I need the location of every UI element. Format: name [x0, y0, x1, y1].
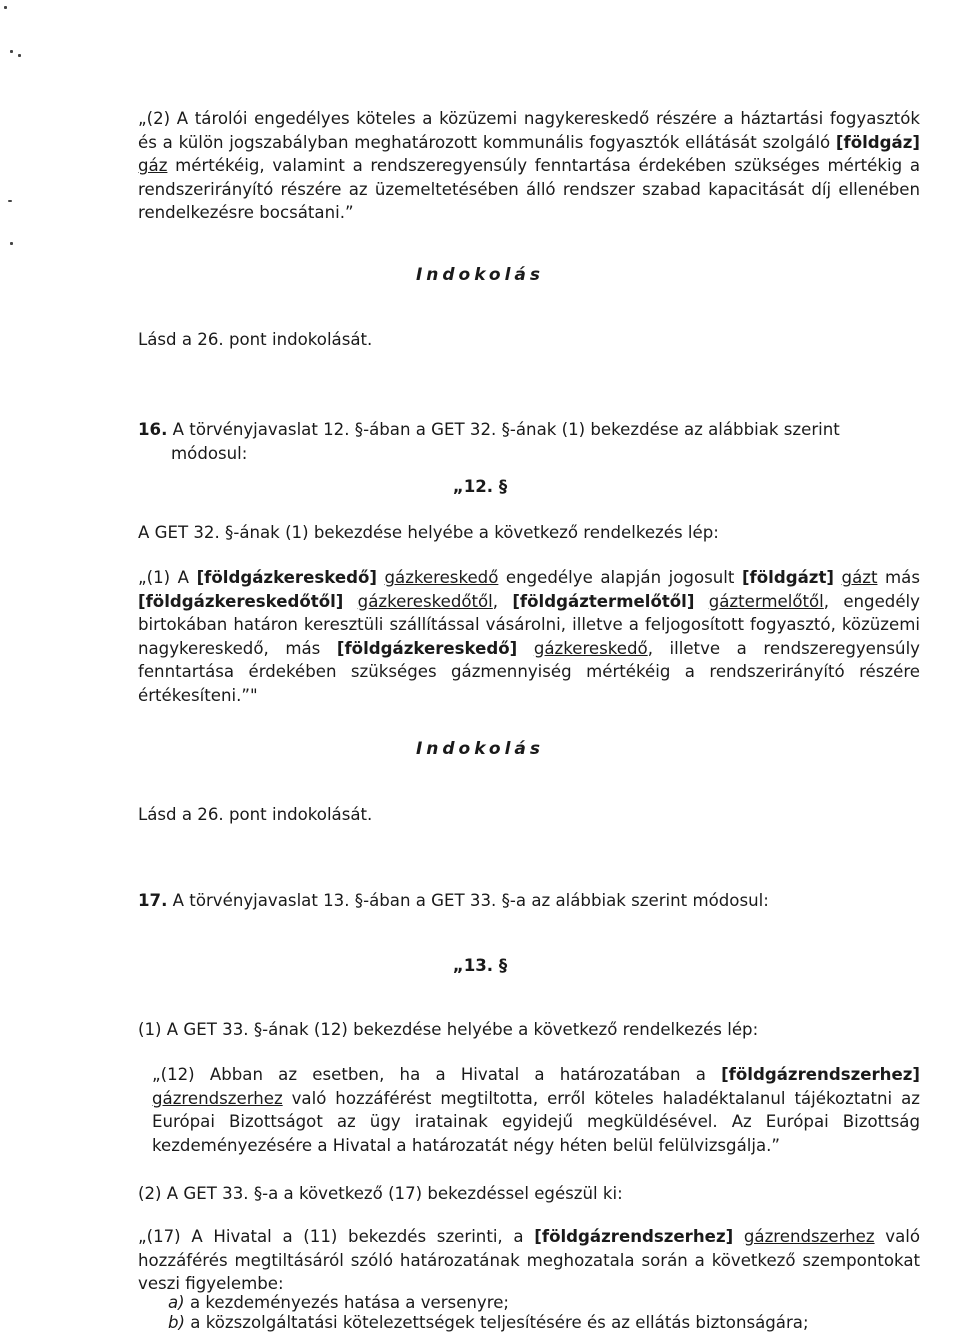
scan-speck: [18, 54, 21, 57]
inserted-term: gázrendszerhez: [743, 1227, 875, 1246]
scan-speck: [8, 200, 12, 202]
section-number-13: „13. §: [452, 956, 508, 975]
deleted-term: [földgázkereskedő]: [336, 638, 518, 658]
inserted-term: gázkereskedőtől: [357, 591, 493, 611]
text: „(2) A tárolói engedélyes köteles a közüzemi nagykereskedő részére a háztartási fogyasztók és a külön jogszabályban meghatározott kommunális fogyasztók ellátását szolgáló: [138, 109, 920, 152]
list-text: a közszolgáltatási kötelezettségek teljesítésére és az ellátás biztonságára;: [190, 1313, 809, 1332]
list-label: b): [168, 1313, 186, 1332]
item-number: 16.: [138, 420, 168, 439]
section-heading-indokolas: Indokolás: [415, 739, 545, 759]
paragraph-17: „(17) A Hivatal a (11) bekezdés szerinti, a [földgázrendszerhez] gázrendszerhez való hozzáférés megtiltásáról szóló határozatának meghozatala során a következő szempontokat veszi figyelembe:: [138, 1227, 921, 1293]
item-text-continuation: módosul:: [171, 443, 248, 463]
inserted-term: gáztermelőtől: [708, 591, 824, 611]
deleted-term: [földgáz]: [835, 132, 920, 152]
deleted-term: [földgázrendszerhez]: [721, 1065, 920, 1084]
item-16: [138, 418, 928, 465]
inserted-term: gázt: [841, 568, 878, 587]
inserted-term: gázrendszerhez: [152, 1088, 283, 1108]
paragraph-1: „(1) A [földgázkereskedő] gázkereskedő engedélye alapján jogosult [földgázt] gázt más [földgázkereskedőtől] gázkereskedőtől, [földgáztermelőtől] gáztermelőtől, engedély birtokában határon keresztüli szállítással vásárolni, illetve a feljogosított fogyasztó, közüzemi nagykereskedő, más [földgázkereskedő] gázkereskedő, illetve a rendszeregyensúly fenntartása érdekében szükséges gázmennyiség mértékéig a rendszerirányító részére értékesíteni.”": [138, 568, 921, 705]
inserted-term: gázkereskedő: [533, 638, 648, 658]
deleted-term: [földgáztermelőtől]: [512, 591, 695, 611]
scan-speck: [10, 50, 13, 53]
reference-text: Lásd a 26. pont indokolását.: [138, 330, 373, 349]
scan-speck: [10, 242, 13, 245]
section-heading-indokolas: Indokolás: [415, 265, 545, 285]
paragraph-12: „(12) Abban az esetben, ha a Hivatal a határozatában a [földgázrendszerhez] gázrendszerhez való hozzáférést megtiltotta, erről köteles haladéktalanul tájékoztatni az Európai Bizottságot az ügy iratainak egyidejű megküldésével. Az Európai Bizottság kezdeményezésére a Hivatal a határozatát négy héten belül felülvizsgálja.”: [152, 1065, 920, 1155]
scan-speck: [4, 6, 7, 9]
amendment-intro: (1) A GET 33. §-ának (12) bekezdése helyébe a következő rendelkezés lép:: [138, 1020, 759, 1039]
inserted-term: gáz: [138, 156, 168, 175]
amendment-intro: A GET 32. §-ának (1) bekezdése helyébe a következő rendelkezés lép:: [138, 523, 719, 542]
reference-text: Lásd a 26. pont indokolását.: [138, 805, 373, 824]
text: mértékéig, valamint a rendszeregyensúly fenntartása érdekében szükséges mértékig a rendszerirányító részére az üzemeltetésében álló rendszer szabad kapacitását díj ellenében rendelkezésre bocsátani.”: [138, 156, 920, 222]
list-item: [168, 1311, 809, 1335]
item-number: 17.: [138, 891, 168, 910]
deleted-term: [földgázt]: [741, 568, 834, 587]
list-text: a kezdeményezés hatása a versenyre;: [189, 1293, 510, 1312]
item-text: A törvényjavaslat 13. §-ában a GET 33. §-a az alábbiak szerint módosul:: [167, 891, 769, 910]
deleted-term: [földgázkereskedőtől]: [138, 591, 344, 611]
section-number-12: „12. §: [452, 477, 508, 496]
deleted-term: [földgázkereskedő]: [196, 568, 377, 587]
item-text: A törvényjavaslat 12. §-ában a GET 32. §-ának (1) bekezdése az alábbiak szerint: [167, 420, 840, 439]
deleted-term: [földgázrendszerhez]: [534, 1227, 734, 1246]
list-label: a): [168, 1293, 185, 1312]
amendment-intro: (2) A GET 33. §-a a következő (17) bekezdéssel egészül ki:: [138, 1184, 623, 1203]
paragraph-2: [138, 107, 920, 225]
item-17: [138, 889, 928, 913]
inserted-term: gázkereskedő: [384, 568, 499, 587]
